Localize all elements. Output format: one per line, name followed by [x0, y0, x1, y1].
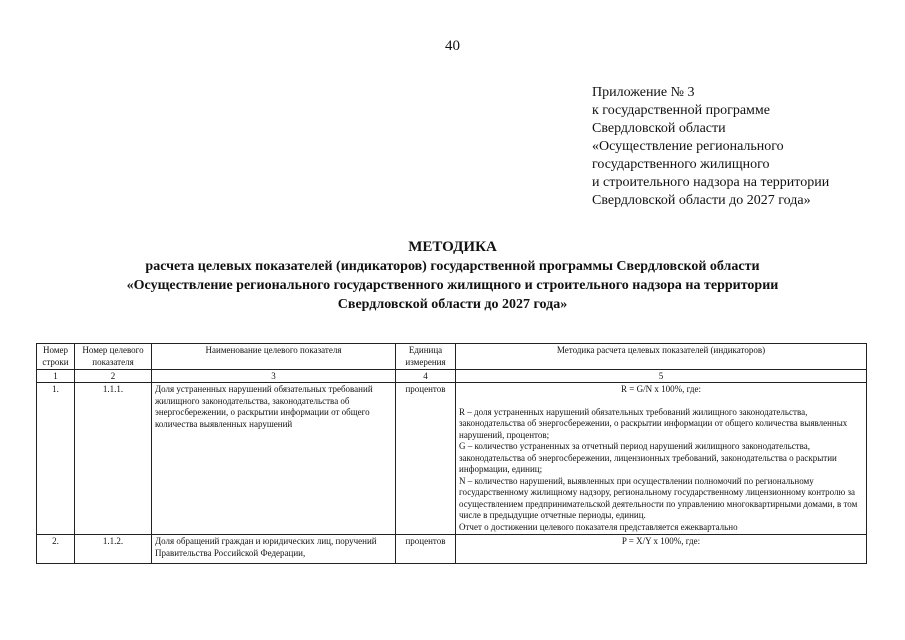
formula-explanation: Отчет о достижении целевого показателя представляется ежеквартально	[459, 521, 738, 532]
indicators-table	[36, 343, 867, 564]
header-indicator-number: Номер целевого показателя	[75, 344, 152, 370]
indicator-number-cell: 1.1.2.	[75, 535, 152, 564]
column-number: 3	[152, 370, 396, 383]
heading-line: Свердловской области до 2027 года»	[337, 297, 568, 312]
heading-line: расчета целевых показателей (индикаторов) государственной программы Свердловской области	[145, 259, 760, 274]
column-number: 4	[396, 370, 456, 383]
indicator-number-cell: 1.1.1.	[75, 383, 152, 535]
column-number-row	[37, 370, 867, 383]
formula-explanation: R – доля устраненных нарушений обязательных требований жилищного законодательства, законодательства об энергосбережении, о раскрытии информации от общего количества выявленных нарушений, процентов;	[459, 406, 848, 440]
column-number: 1	[37, 370, 75, 383]
indicator-name-cell: Доля обращений граждан и юридических лиц, поручений Правительства Российской Федерации,	[152, 535, 396, 564]
page-number: 40	[445, 38, 460, 54]
column-number: 5	[456, 370, 867, 383]
table-row	[37, 383, 867, 535]
method-cell	[456, 535, 867, 564]
formula-text: P = X/Y x 100%, где:	[621, 536, 701, 546]
heading-line: «Осуществление регионального государственного жилищного и строительного надзора на территории	[126, 278, 779, 293]
table-row	[37, 535, 867, 564]
table-header-row	[37, 344, 867, 370]
appendix-block	[592, 84, 892, 210]
appendix-line: и строительного надзора на территории	[592, 175, 830, 190]
appendix-line: Приложение № 3	[592, 85, 695, 100]
unit-cell: процентов	[396, 383, 456, 535]
formula-explanation: N – количество нарушений, выявленных при осуществлении полномочий по региональному государственному жилищному надзору, региональному государственному лицензионному контролю за осуществлением предпринимательской деятельности по управлению многоквартирными домами, в том числе в предыдущие отчетные периоды, единиц.	[459, 475, 858, 520]
heading-title: МЕТОДИКА	[408, 239, 497, 255]
formula-text: R = G/N x 100%, где:	[621, 384, 701, 394]
method-cell	[456, 383, 867, 535]
formula-explanation: G – количество устраненных за отчетный период нарушений жилищного законодательства, законодательства об энергосбережении, лицензионных требований, законодательства о раскрытии информации, единиц;	[459, 441, 837, 474]
header-indicator-name: Наименование целевого показателя	[152, 344, 396, 370]
appendix-line: «Осуществление регионального	[592, 139, 784, 154]
line-number-cell: 2.	[37, 535, 75, 564]
header-method: Методика расчета целевых показателей (индикаторов)	[456, 344, 867, 370]
appendix-line: к государственной программе	[592, 103, 770, 118]
column-number: 2	[75, 370, 152, 383]
header-line-number: Номер строки	[37, 344, 75, 370]
document-heading	[0, 238, 905, 314]
header-unit: Единица измерения	[396, 344, 456, 370]
appendix-line: Свердловской области	[592, 121, 726, 136]
unit-cell: процентов	[396, 535, 456, 564]
line-number-cell: 1.	[37, 383, 75, 535]
appendix-line: Свердловской области до 2027 года»	[592, 193, 811, 208]
appendix-line: государственного жилищного	[592, 157, 770, 172]
indicator-name-cell: Доля устраненных нарушений обязательных требований жилищного законодательства, законодательства об энергосбережении, о раскрытии информации от общего количества выявленных нарушений	[152, 383, 396, 535]
